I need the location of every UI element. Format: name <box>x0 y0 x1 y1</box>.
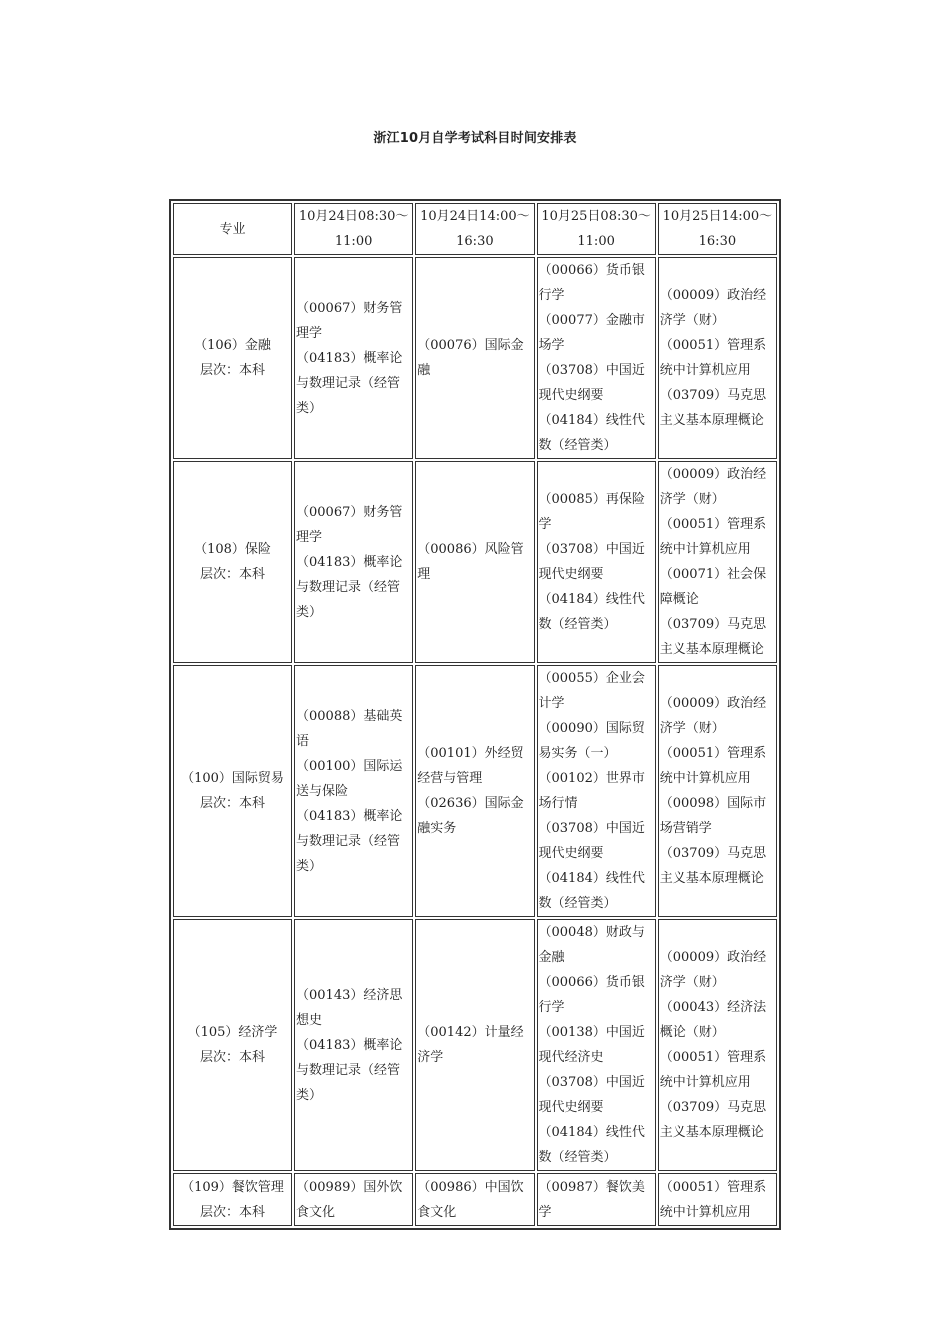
course-entry: （04183）概率论与数理记录（经管类） <box>296 1037 403 1103</box>
session-cell-4 <box>658 257 777 459</box>
course-entry: （00143）经济思想史 <box>296 987 403 1028</box>
table-row <box>173 1173 777 1226</box>
course-entry: （00009）政治经济学（财） <box>659 696 767 736</box>
course-entry: （00088）基础英语 <box>296 708 403 749</box>
major-level: 层次：本科 <box>199 796 265 811</box>
major-cell <box>173 665 292 917</box>
course-entry: （02636）国际金融实务 <box>417 796 524 836</box>
header-session-3: 10月25日08:30～11:00 <box>537 203 656 255</box>
session-cell-4 <box>658 665 777 917</box>
course-entry: （04183）概率论与数理记录（经管类） <box>296 554 403 620</box>
table-row <box>173 919 777 1171</box>
course-entry: （00987）餐饮美学 <box>538 1179 645 1220</box>
table-row <box>173 665 777 917</box>
exam-schedule-table <box>169 199 781 1230</box>
course-entry: （00051）管理系统中计算机应用 <box>659 517 767 557</box>
session-cell-2 <box>415 919 534 1171</box>
course-entry: （04183）概率论与数理记录（经管类） <box>296 350 403 416</box>
course-entry: （00989）国外饮食文化 <box>296 1179 403 1220</box>
major-cell <box>173 919 292 1171</box>
table-body <box>173 257 777 1226</box>
course-entry: （03709）马克思主义基本原理概论 <box>659 617 767 657</box>
course-entry: （04184）线性代数（经管类） <box>538 871 645 911</box>
session-cell-3 <box>537 1173 656 1226</box>
course-entry: （04184）线性代数（经管类） <box>538 413 645 453</box>
course-entry: （03709）马克思主义基本原理概论 <box>659 388 767 428</box>
course-entry: （04184）线性代数（经管类） <box>538 592 645 632</box>
major-cell <box>173 461 292 663</box>
course-entry: （00043）经济法概论（财） <box>659 1000 767 1040</box>
session-cell-1 <box>294 665 413 917</box>
course-entry: （00051）管理系统中计算机应用 <box>659 1050 767 1090</box>
document-title: 浙江10月自学考试科目时间安排表 <box>373 131 577 146</box>
course-entry: （00098）国际市场营销学 <box>659 796 767 836</box>
session-cell-4 <box>658 461 777 663</box>
course-entry: （00066）货币银行学 <box>538 263 645 303</box>
session-cell-1 <box>294 919 413 1171</box>
session-cell-1 <box>294 461 413 663</box>
session-cell-2 <box>415 461 534 663</box>
header-major: 专业 <box>173 203 292 255</box>
major-name: （100）国际贸易 <box>181 771 284 786</box>
course-entry: （00138）中国近现代经济史 <box>538 1025 645 1065</box>
major-name: （108）保险 <box>194 542 271 557</box>
course-entry: （03708）中国近现代史纲要 <box>538 1075 645 1115</box>
table-header-row <box>173 203 777 255</box>
course-entry: （00090）国际贸易实务（一） <box>538 721 645 761</box>
course-entry: （00066）货币银行学 <box>538 975 645 1015</box>
course-entry: （00009）政治经济学（财） <box>659 288 767 328</box>
course-entry: （04184）线性代数（经管类） <box>538 1125 645 1165</box>
course-entry: （00086）风险管理 <box>417 542 524 582</box>
course-entry: （00077）金融市场学 <box>538 313 645 353</box>
session-cell-1 <box>294 257 413 459</box>
session-cell-2 <box>415 257 534 459</box>
major-name: （109）餐饮管理 <box>181 1179 284 1195</box>
course-entry: （04183）概率论与数理记录（经管类） <box>296 808 403 874</box>
header-session-1: 10月24日08:30～11:00 <box>294 203 413 255</box>
course-entry: （00102）世界市场行情 <box>538 771 645 811</box>
session-cell-4 <box>658 919 777 1171</box>
major-cell <box>173 1173 292 1226</box>
session-cell-3 <box>537 665 656 917</box>
table-row <box>173 461 777 663</box>
course-entry: （00076）国际金融 <box>417 338 524 378</box>
course-entry: （03708）中国近现代史纲要 <box>538 363 645 403</box>
session-cell-4 <box>658 1173 777 1226</box>
course-entry: （00048）财政与金融 <box>538 925 645 965</box>
course-entry: （00067）财务管理学 <box>296 300 403 341</box>
header-session-4: 10月25日14:00～16:30 <box>658 203 777 255</box>
course-entry: （00051）管理系统中计算机应用 <box>659 746 767 786</box>
table-row <box>173 257 777 459</box>
session-cell-3 <box>537 257 656 459</box>
course-entry: （00071）社会保障概论 <box>659 567 767 607</box>
major-level: 层次：本科 <box>199 1050 265 1065</box>
major-level: 层次：本科 <box>199 363 265 378</box>
major-cell <box>173 257 292 459</box>
course-entry: （00085）再保险学 <box>538 492 645 532</box>
major-level: 层次：本科 <box>199 567 265 582</box>
course-entry: （00055）企业会计学 <box>538 671 645 711</box>
session-cell-3 <box>537 919 656 1171</box>
course-entry: （00142）计量经济学 <box>417 1025 524 1065</box>
course-entry: （00051）管理系统中计算机应用 <box>659 338 767 378</box>
course-entry: （00009）政治经济学（财） <box>659 467 767 507</box>
course-entry: （03709）马克思主义基本原理概论 <box>659 1100 767 1140</box>
course-entry: （00100）国际运送与保险 <box>296 758 403 799</box>
major-level: 层次：本科 <box>199 1204 265 1220</box>
major-name: （105）经济学 <box>187 1025 278 1040</box>
header-session-2: 10月24日14:00～16:30 <box>415 203 534 255</box>
course-entry: （03708）中国近现代史纲要 <box>538 542 645 582</box>
session-cell-1 <box>294 1173 413 1226</box>
major-name: （106）金融 <box>194 338 271 353</box>
session-cell-3 <box>537 461 656 663</box>
course-entry: （00101）外经贸经营与管理 <box>417 746 524 786</box>
course-entry: （03708）中国近现代史纲要 <box>538 821 645 861</box>
course-entry: （00051）管理系统中计算机应用 <box>659 1179 767 1220</box>
session-cell-2 <box>415 665 534 917</box>
course-entry: （00009）政治经济学（财） <box>659 950 767 990</box>
course-entry: （00986）中国饮食文化 <box>417 1179 524 1220</box>
course-entry: （03709）马克思主义基本原理概论 <box>659 846 767 886</box>
course-entry: （00067）财务管理学 <box>296 504 403 545</box>
session-cell-2 <box>415 1173 534 1226</box>
